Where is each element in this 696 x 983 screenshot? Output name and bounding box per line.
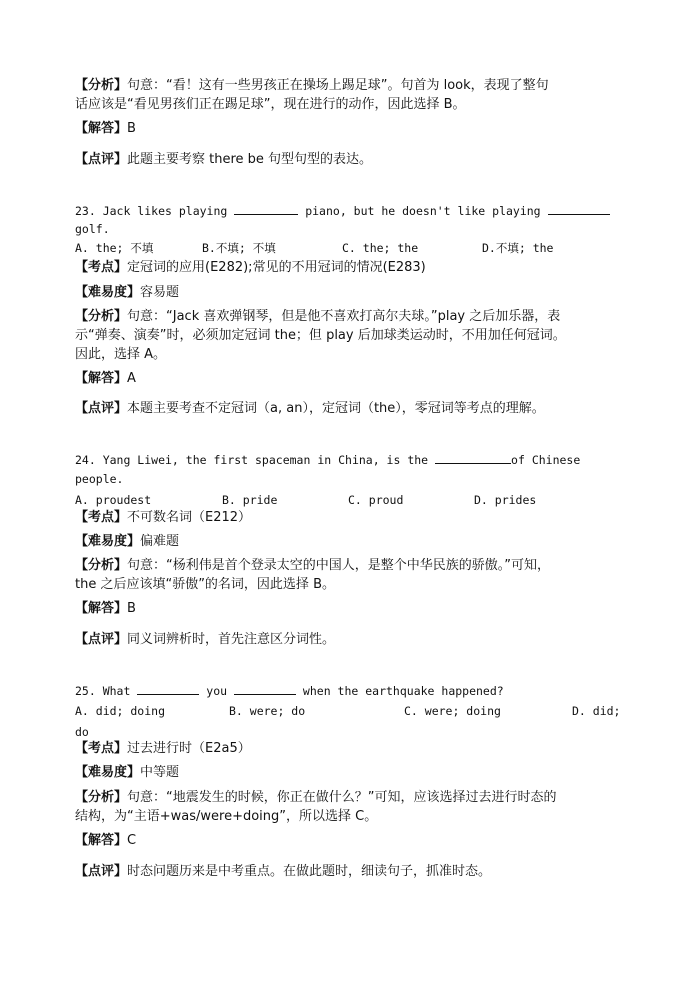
analysis-line <box>75 78 549 94</box>
point-text: 过去进行时（E2a5） <box>127 741 251 756</box>
answer-blank <box>234 202 298 215</box>
stem-part: when the earthquake happened? <box>302 684 504 698</box>
comment-line <box>75 152 372 168</box>
option-c: C. the; the <box>342 241 419 255</box>
comment-tag: 【点评】 <box>75 864 128 879</box>
difficulty-line <box>75 285 179 301</box>
analysis-line <box>75 309 560 325</box>
comment-tag: 【点评】 <box>75 152 128 167</box>
option-d: D.不填; the <box>482 241 554 255</box>
point-tag: 【考点】 <box>75 510 128 525</box>
analysis-tag: 【分析】 <box>75 309 128 324</box>
difficulty-tag: 【难易度】 <box>75 285 141 300</box>
stem-part: of Chinese <box>511 453 581 467</box>
question-stem <box>75 682 504 699</box>
answer-blank <box>234 682 296 695</box>
answer-value: A <box>127 371 136 386</box>
point-line <box>75 741 251 757</box>
analysis-line: 因此，选择 A。 <box>75 347 167 362</box>
option-a: A. proudest <box>75 493 152 507</box>
answer-value: B <box>127 121 136 136</box>
question-stem-cont: people. <box>75 472 124 486</box>
stem-part: 24. Yang Liwei, the first spaceman in China, is the <box>75 453 429 467</box>
options-row <box>75 703 635 719</box>
analysis-text: 句意：“Jack 喜欢弹钢琴，但是他不喜欢打高尔夫球。”play 之后加乐器，表 <box>127 309 561 324</box>
question-stem-cont: do <box>75 725 89 739</box>
analysis-tag: 【分析】 <box>75 790 128 805</box>
analysis-text: 句意：“看！这有一些男孩正在操场上踢足球”。句首为 look，表现了整句 <box>127 78 549 93</box>
difficulty-text: 偏难题 <box>140 534 180 549</box>
option-d: D. did; <box>572 704 621 718</box>
option-d: D. prides <box>474 493 537 507</box>
point-text: 定冠词的应用(E282);常见的不用冠词的情况(E283) <box>127 260 426 275</box>
stem-part: piano, but he doesn't like playing <box>305 204 541 218</box>
question-stem-cont: golf. <box>75 222 110 236</box>
comment-text: 此题主要考察 there be 句型句型的表达。 <box>127 152 373 167</box>
stem-part: 25. What <box>75 684 131 698</box>
answer-line <box>75 601 136 617</box>
option-a: A. did; doing <box>75 704 166 718</box>
comment-text: 同义词辨析时，首先注意区分词性。 <box>127 632 336 647</box>
analysis-line <box>75 790 557 806</box>
answer-line <box>75 833 136 849</box>
difficulty-line <box>75 765 179 781</box>
analysis-tag: 【分析】 <box>75 78 128 93</box>
analysis-text: 句意：“地震发生的时候，你正在做什么？”可知，应该选择过去进行时态的 <box>127 790 557 805</box>
analysis-line <box>75 558 550 574</box>
option-b: B. pride <box>222 493 278 507</box>
point-tag: 【考点】 <box>75 260 128 275</box>
point-text: 不可数名词（E212） <box>127 510 252 525</box>
point-tag: 【考点】 <box>75 741 128 756</box>
answer-blank <box>435 451 511 464</box>
difficulty-tag: 【难易度】 <box>75 534 141 549</box>
options-row <box>75 240 635 256</box>
answer-tag: 【解答】 <box>75 833 128 848</box>
point-line <box>75 260 426 276</box>
option-c: C. were; doing <box>404 704 501 718</box>
stem-part: you <box>206 684 228 698</box>
answer-value: B <box>127 601 136 616</box>
option-c: C. proud <box>348 493 404 507</box>
option-b: B. were; do <box>229 704 306 718</box>
difficulty-text: 中等题 <box>140 765 180 780</box>
analysis-line: 结构，为“主语+was/were+doing”，所以选择 C。 <box>75 809 378 824</box>
answer-blank <box>137 682 199 695</box>
analysis-tag: 【分析】 <box>75 558 128 573</box>
analysis-text: 句意：“杨利伟是首个登录太空的中国人，是整个中华民族的骄傲。”可知， <box>127 558 550 573</box>
analysis-line: 示“弹奏、演奏”时，必须加定冠词 the；但 play 后加球类运动时，不用加任何冠词。 <box>75 328 566 343</box>
difficulty-line <box>75 534 179 550</box>
point-line <box>75 510 251 526</box>
answer-value: C <box>127 833 137 848</box>
analysis-line: the 之后应该填“骄傲”的名词，因此选择 B。 <box>75 577 335 592</box>
option-b: B.不填; 不填 <box>202 241 276 255</box>
question-stem <box>75 202 610 219</box>
difficulty-tag: 【难易度】 <box>75 765 141 780</box>
stem-part: 23. Jack likes playing <box>75 204 228 218</box>
comment-line <box>75 632 335 648</box>
difficulty-text: 容易题 <box>140 285 180 300</box>
answer-blank <box>548 202 610 215</box>
analysis-line: 话应该是“看见男孩们正在踢足球”，现在进行的动作，因此选择 B。 <box>75 97 466 112</box>
answer-line <box>75 121 136 137</box>
comment-tag: 【点评】 <box>75 632 128 647</box>
comment-line <box>75 864 491 880</box>
answer-tag: 【解答】 <box>75 371 128 386</box>
option-a: A. the; 不填 <box>75 241 154 255</box>
comment-line <box>75 401 545 417</box>
comment-text: 时态问题历来是中考重点。在做此题时，细读句子，抓准时态。 <box>127 864 492 879</box>
answer-tag: 【解答】 <box>75 121 128 136</box>
options-row <box>75 492 635 508</box>
comment-text: 本题主要考查不定冠词（a, an），定冠词（the），零冠词等考点的理解。 <box>127 401 545 416</box>
answer-tag: 【解答】 <box>75 601 128 616</box>
answer-line <box>75 371 136 387</box>
comment-tag: 【点评】 <box>75 401 128 416</box>
question-stem <box>75 451 580 468</box>
